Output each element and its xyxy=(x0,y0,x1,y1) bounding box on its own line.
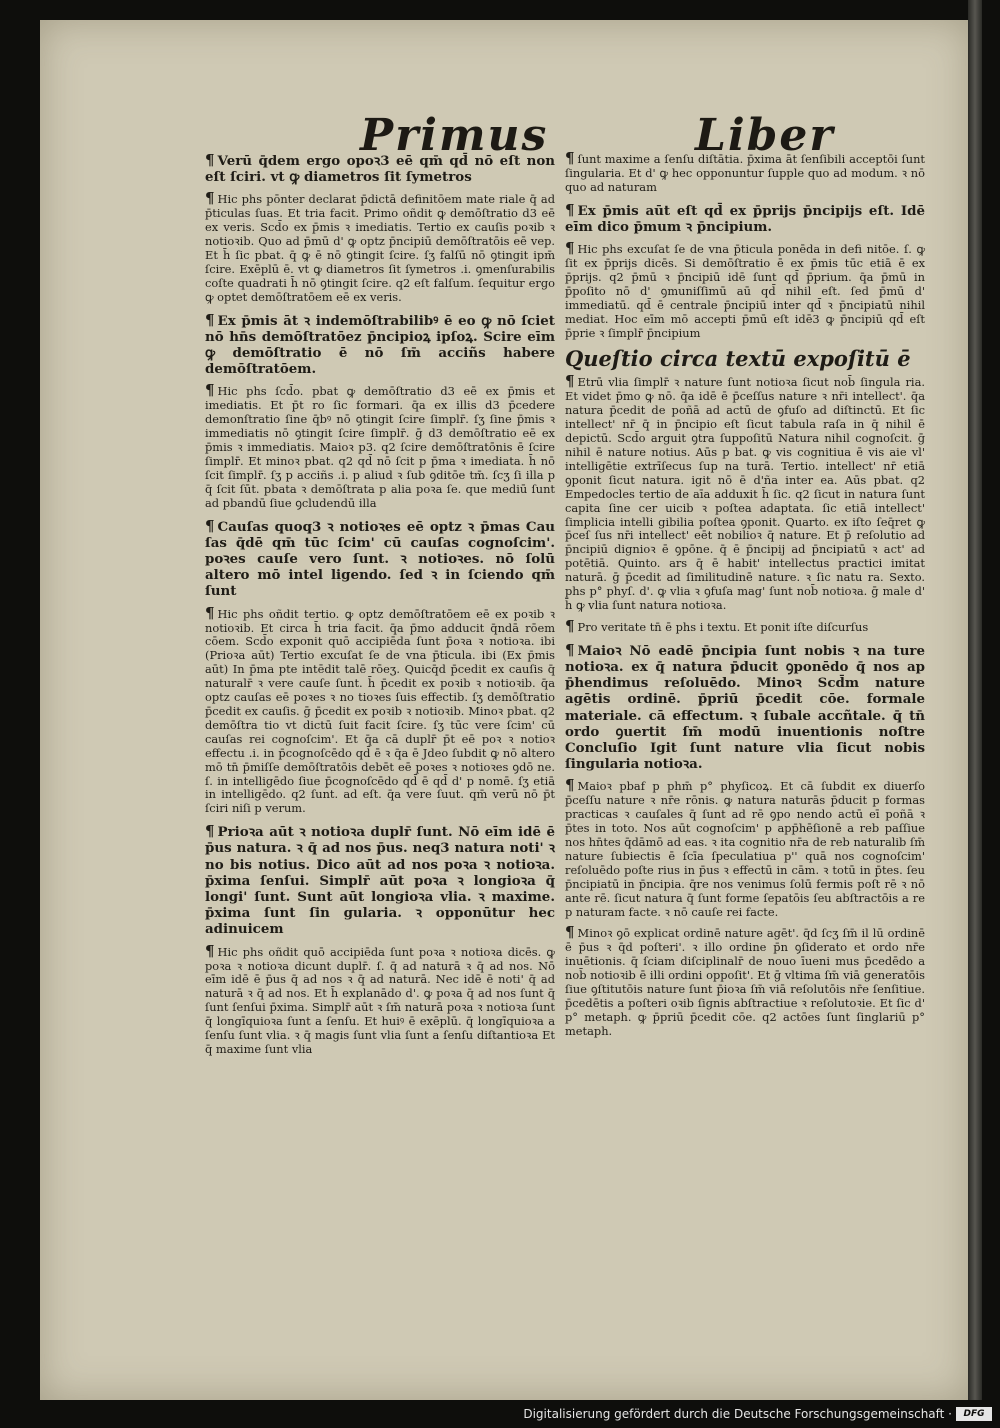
lemma-paragraph xyxy=(205,152,555,185)
paragraph-mark-icon: ¶ xyxy=(205,189,215,208)
paragraph-mark-icon: ¶ xyxy=(205,516,215,535)
right-text-column xyxy=(565,149,925,1046)
paragraph-text: Maioꝛ pbaf p phm̄ p° phyſicoꝝ. Et cā ſubdit ex diuerſo p̄ceſſu nature ꝛ nr̄e rōnis. ꝙ natura naturās p̄ducit p formas practicas ꝛ cauſales q̄ ſunt ad rē ꝯpo nendo actū eī poñā ꝛ p̄tes in toto. Nos aūt cognoſcim' p app̄hēſionē a reb paſſiue nos hn̄tes q̄dāmō ad eas. ꝛ ita cognitio nr̄a de reb naturalib ſm̄ nature ſubiectis ē ſcīa ſpeculatiua p'' quā nos cognoſcim' reſoluēdo poſte rius in p̄us ꝛ effectū in cām. ꝛ totū in p̄tes. ſeu p̄ncipiatū in p̄ncipia. q̄re nos venimus ſolū fermis poſt rē ꝛ nō ante rē. ſicut natura q̄ ſunt forme ſepatōis ſeu abſtractōis a re p naturam facte. ꝛ nō cauſe rei facte. xyxy=(565,779,925,919)
paragraph-mark-icon: ¶ xyxy=(565,372,575,391)
lemma-paragraph xyxy=(205,823,555,937)
commentary-paragraph xyxy=(565,776,925,919)
paragraph-mark-icon: ¶ xyxy=(565,149,575,167)
paragraph-mark-icon: ¶ xyxy=(205,603,215,622)
paragraph-mark-icon: ¶ xyxy=(565,776,575,795)
paragraph-text: ſunt maxime a ſenſu diſtātia. p̄xima āt ſenſibili acceptōi ſunt ſingularia. Et d' ꝙ hec opponuntur ſupple quo ad modum. ꝛ nō quo ad naturam xyxy=(565,152,925,194)
paragraph-mark-icon: ¶ xyxy=(565,616,575,635)
paragraph-text: Hic phs ſcd̄o. pbat ꝙ demōſtratio d3 eē ex p̄mis et imediatis. Et p̄t ro ſic formari. q̄a ex illis d3 p̄cedere demonſtratio ſine q̄bꝰ nō ꝯtingit ſcire ſimplr̄. ſʒ ſine p̄mis ꝛ immediatis nō ꝯtingit ſcire ſimplr̄. ḡ d3 demōſtratio eē ex p̄mis ꝛ immediatis. Maioꝛ p3. q2 ſcire demōſtratōnis ē ſcire ſimplr̄. Et minoꝛ pbat. q2 qd̄ nō ſcit p p̄ma ꝛ imediata. h̄ nō ſcit ſimplr̄. ſʒ p acciñs .i. p aliud ꝛ ſub ꝯditōe tm̄. ſcʒ ſi illa p q̄ ſcit ſūt. pbata ꝛ demōſtrata p alia poꝛa ſe. que mediū ſunt ad pbandū ſiue ꝯcludendū illa xyxy=(205,384,555,510)
lemma-paragraph xyxy=(205,312,555,378)
paragraph-text: Hic phs excuſat ſe de vna p̄ticula ponēda in defi nitōe. ſ. ꝙ ſit ex p̄prijs dicēs. Si demōſtratio ē ex p̄mis tūc etiā ē ex p̄prijs. q2 p̄mū ꝛ p̄ncipiū idē ſunt qd̄ p̄prium. q̄a p̄mū in p̄poſito nō d' ꝯmuniſſimū aū qd̄ nihil eſt. ſed p̄mū d' immediatū. qd̄ ē centrale p̄ncipiū inter qd̄ ꝛ p̄ncipiatū nihil mediat. Hoc eīm mō accepti p̄mū eſt idē3 ꝙ p̄ncipiū qd̄ eſt p̄prie ꝛ ſimplr̄ p̄ncipium xyxy=(565,242,925,340)
paragraph-text: Hic phs oñdit tertio. ꝙ optz demōſtratōem eē ex poꝛib ꝛ notioꝛib. Et circa h̄ tria facit. q̄a p̄mo adducit q̄ndā rōem cōem. Scd̄o exponit quō accipiēda ſunt p̄oꝛa ꝛ notioꝛa. ibi (Prioꝛa aūt) Tertio excuſat ſe de vna p̄ticula. ibi (Ex p̄mis aūt) In p̄ma pte intēdit talē rōeʒ. Quicq̄d p̄cedit ex cauſis q̄ naturalr̄ ꝛ vere cauſe ſunt. h̄ p̄cedit ex poꝛib ꝛ notioꝛib. q̄a optz cauſas eē poꝛes ꝛ no tioꝛes ſuis effectib. ſʒ demōſtratio p̄cedit ex cauſis. ḡ p̄cedit ex poꝛib ꝛ notioꝛib. Minoꝛ pbat. q2 demōſtra tio vt dictū ſuit facit ſcire. ſʒ tūc vere ſcim' cū cauſas rei cognoſcim'. Et q̄a cā duplr̄ p̄t eē poꝛ ꝛ notioꝛ effectu .i. in p̄cognoſcēdo qd̄ ē ꝛ q̄a ē Jdeo ſubdit ꝙ nō altero mō tn̄ p̄miſſe demōſtratōis debēt eē poꝛes ꝛ notioꝛes ꝯdō ne. ſ. in intelligēdo ſiue p̄cognoſcēdo qd̄ ē qd̄ d' p nomē. ſʒ etiā in intelligēdo. q2 ſunt. ad eſt. q̄a vere ſuut. qm̄ verū nō p̄t ſciri niſi p verum. xyxy=(205,606,555,816)
paragraph-text: Cauſas quoq3 ꝛ notioꝛes eē optz ꝛ p̄mas Cau ſas q̄dē qm̄ tūc ſcim' cū cauſas cognoſcim'. poꝛes cauſe vero ſunt. ꝛ notioꝛes. nō ſolū altero mō intel ligendo. ſed ꝛ in ſciendo qm̄ ſunt xyxy=(205,518,555,600)
paragraph-text: Prioꝛa aūt ꝛ notioꝛa duplr̄ ſunt. Nō eīm idē ē p̄us natura. ꝛ q̄ ad nos p̄us. neq3 natura noti' ꝛ no bis notius. Dico aūt ad nos poꝛa ꝛ notioꝛa. p̄xima ſenſui. Simplr̄ aūt poꝛa ꝛ longioꝛa q̄ longi' ſunt. Sunt aūt longioꝛa vlia. ꝛ maxime. p̄xima ſunt ſin gularia. ꝛ opponūtur hec adinuicem xyxy=(205,824,555,938)
funding-notice: Digitalisierung gefördert durch die Deutsche Forschungsgemeinschaft · xyxy=(523,1407,952,1421)
commentary-paragraph xyxy=(565,372,925,612)
paragraph-mark-icon: ¶ xyxy=(205,381,215,400)
commentary-paragraph xyxy=(205,381,555,510)
paragraph-text: Ex p̄mis āt ꝛ indemōſtrabilibꝰ ē eo ꝙ nō ſciet nō hn̄s demōſtratōez p̄ncipioꝝ ipſoꝝ. Scire eīm ꝙ demōſtratio ē nō ſm̄ acciñs habere demōſtratōem. xyxy=(205,312,555,378)
paragraph-text: Hic phs oñdit quō accipiēda ſunt poꝛa ꝛ notioꝛa dicēs. ꝙ poꝛa ꝛ notioꝛa dicunt duplr̄. ſ. q̄ ad naturā ꝛ q̄ ad nos. Nō eīm idē ē p̄us q̄ ad nos ꝛ q̄ ad naturā. Nec idē ē noti' q̄ ad naturā ꝛ q̄ ad nos. Et h̄ explanādo d'. ꝙ poꝛa q̄ ad nos ſunt q̄ ſunt ſenſui p̄xima. Simplr̄ aūt ꝛ ſm̄ naturā poꝛa ꝛ notioꝛa ſunt q̄ longīquioꝛa ſunt a ſenſu. Et huiꝰ ē exēplū. q̄ longīquioꝛa a ſenſu ſunt vlia. ꝛ q̄ magis ſunt vlia ſunt a ſenſu diſtantioꝛa Et q̄ maxime ſunt vlia xyxy=(205,944,555,1056)
question-heading xyxy=(565,347,925,371)
paragraph-text: Maioꝛ Nō eadē p̄ncipia ſunt nobis ꝛ na ture notioꝛa. ex q̄ natura p̄ducit ꝯponēdo q̄ nos ap p̄hendimus reſoluēdo. Minoꝛ Scd̄m nature agētis ordinē. p̄priū p̄cedit cōe. formale materiale. cā effectum. ꝛ ſubale accñtale. q̄ tn̄ ordo ꝯuertit ſm̄ modū inuentionis noſtre Concluſio Igit ſunt nature vlia ſicut nobis ſingularia notioꝛa. xyxy=(565,642,925,773)
commentary-paragraph xyxy=(205,189,555,304)
paragraph-text: Ex p̄mis aūt eſt qd̄ ex p̄prijs p̄ncipijs eſt. Idē eīm dico p̄mum ꝛ p̄ncipium. xyxy=(565,202,925,235)
commentary-paragraph xyxy=(565,616,925,635)
paragraph-text: Etrū vlia ſimplr̄ ꝛ nature ſunt notioꝛa ſicut nob̄ ſingula ria. Et videt p̄mo ꝙ nō. q̄a idē ē p̄ceſſus nature ꝛ nr̄i intellect'. q̄a natura p̄cedit de poñā ad actū de ꝯfuſo ad diſtinctū. Et ſic intellect' nr̄ q̄ in p̄ncipio eſt ſicut tabula raſa in q̄ nihil ē depictū. Scd̄o arguit ꝯtra ſuppoſitū Natura nihil cognoſcit. ḡ nihil ē nature notius. Aūs p bat. ꝙ vis cognitiua ē vis aie vl' intelligētie extrīſecus ſup na turā. Tertio. intellect' nr̄ etiā ꝯponit ſicut natura. igit nō ē d'ña inter ea. Aūs pbat. q2 Empedocles tertio de aīa adduxit h̄ ſic. q2 ſicut in natura ſunt capita ſine cer uicib ꝛ poſtea adaptata. ſic etiā intellect' ſimplicia intelli gibilia poſtea ꝯponit. Quarto. ex iſto ſeq̄ret ꝙ p̄ceſ ſus nr̄i intellect' eēt nobilioꝛ q̄ nature. Et p̄ reſolutio ad p̄ncipiū dignioꝛ ē ꝯpōne. q̄ ē p̄ncipij ad p̄ncipiatū ꝛ act' ad potētiā. Quinto. ars q̄ ē habit' intellectus practici imitat naturā. ḡ p̄cedit ad ſimilitudinē nature. ꝛ ſic natu ra. Sexto. phs p° phyſ. d'. ꝙ vlia ꝛ ꝯfuſa mag' ſunt nob̄ notioꝛa. ḡ male d' h̄ ꝙ vlia ſunt natura notioꝛa. xyxy=(565,375,925,612)
paragraph-mark-icon: ¶ xyxy=(205,941,215,960)
commentary-paragraph xyxy=(205,941,555,1057)
paragraph-mark-icon: ¶ xyxy=(565,923,575,942)
paragraph-text: Pro veritate tn̄ ē phs i textu. Et ponit iſte diſcurſus xyxy=(577,619,869,634)
paragraph-text: Queſtio circa textū expoſitū ē xyxy=(565,346,911,372)
paragraph-text: Minoꝛ ꝯō explicat ordinē nature agēt'. q̄d ſcʒ ſm̄ il lū ordinē ē p̄us ꝛ q̄d poſteri'. ꝛ illo ordine p̄n ꝯſiderato et ordo nr̄e inuētionis. q̄ ſciam diſciplinalr̄ de nouo īueni mus p̄cedēdo a nob̄ notioꝛib ē illi ordini oppoſit'. Et ḡ vltima ſm̄ viā generatōis ſiue ꝯſtitutōis nature ſunt p̄ioꝛa ſm̄ viā reſolutōis nr̄e ſenſitiue. p̄cedētis a poſteri oꝛib ſignis abſtractiue ꝛ reſolutoꝛie. Et ſic d' p° metaph. ꝙ p̄priū p̄cedit cōe. q2 actōes ſunt ſinglariū p° metaph. xyxy=(565,926,925,1038)
commentary-paragraph xyxy=(565,149,925,195)
paragraph-text: Verū q̄dem ergo opoꝛ3 eē qm̄ qd̄ nō eſt non eſt ſciri. vt ꝙ diametros ſit ſymetros xyxy=(205,153,555,186)
book-edge xyxy=(968,0,982,1400)
left-text-column xyxy=(205,152,555,1064)
paragraph-mark-icon: ¶ xyxy=(565,640,575,659)
footer-bar xyxy=(0,1400,1000,1428)
paragraph-mark-icon: ¶ xyxy=(565,200,575,219)
running-head-left: Primus xyxy=(360,110,549,161)
dfg-logo: DFG xyxy=(956,1407,992,1421)
paragraph-mark-icon: ¶ xyxy=(565,239,575,258)
lemma-paragraph xyxy=(205,518,555,600)
paragraph-mark-icon: ¶ xyxy=(205,822,215,841)
paragraph-text: Hic phs pōnter declarat p̄dictā definitōem mate riale q̄ ad p̄ticulas ſuas. Et tria facit. Primo oñdit ꝙ demōſtratio d3 eē ex veris. Scd̄o ex p̄mis ꝛ imediatis. Tertio ex cauſis poꝛib ꝛ notioꝛib. Quo ad p̄mū d' ꝙ optz p̄ncipiū demōſtratōis eē vep. Et h̄ ſic pbat. q̄ ꝙ ē nō ꝯtingit ſcire. ſʒ falſū nō ꝯtingit ipm̄ ſcire. Exēplū ē. vt ꝙ diametros ſit ſymetros .i. ꝯmenſurabilis coſte quadrati h̄ nō ꝯtingit ſcire. q2 eſt falſum. ſequitur ergo ꝙ optet demōſtratōem eē ex veris. xyxy=(205,192,555,304)
paragraph-mark-icon: ¶ xyxy=(205,310,215,329)
running-head-right: Liber xyxy=(695,110,835,161)
lemma-paragraph xyxy=(565,642,925,773)
paragraph-mark-icon: ¶ xyxy=(205,151,215,169)
commentary-paragraph xyxy=(205,603,555,817)
commentary-paragraph xyxy=(565,239,925,340)
commentary-paragraph xyxy=(565,923,925,1038)
lemma-paragraph xyxy=(565,202,925,235)
